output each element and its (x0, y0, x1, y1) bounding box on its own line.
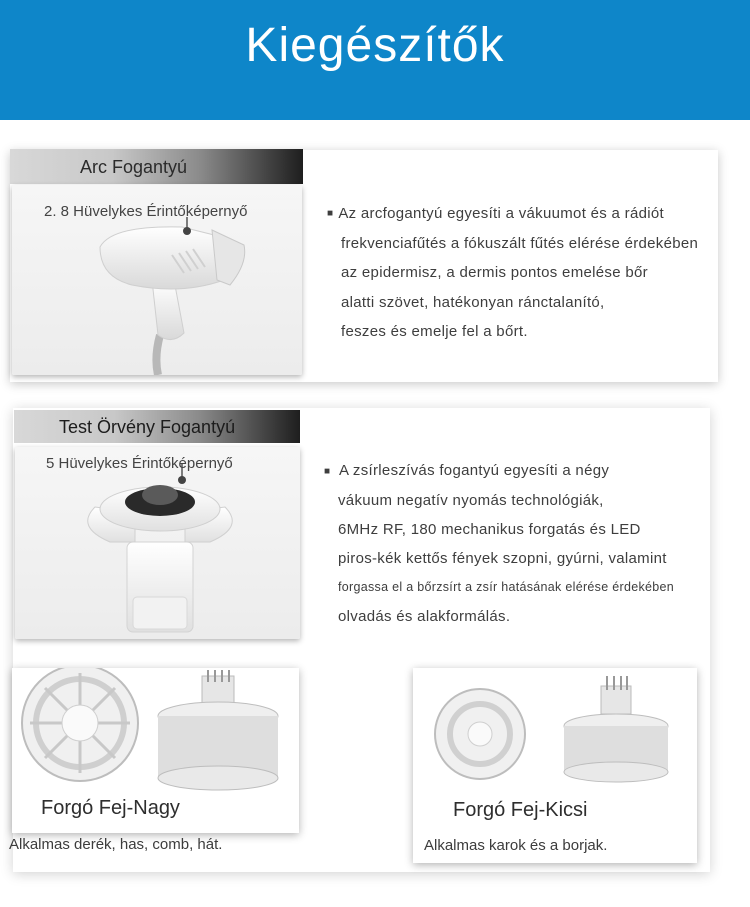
page-title: Kiegészítők (245, 19, 505, 72)
large-head-title: Forgó Fej-Nagy (41, 797, 180, 819)
body-vortex-tab (14, 410, 300, 443)
description-line: az epidermisz, a dermis pontos emelése bőr (341, 264, 648, 282)
description-line: feszes és emelje fel a bőrt. (341, 323, 528, 341)
face-handle-description (327, 199, 707, 347)
header-banner (0, 0, 750, 120)
body-vortex-description (324, 456, 704, 631)
small-head-illustration (413, 668, 697, 798)
body-vortex-tab-label: Test Örvény Fogantyú (59, 417, 236, 437)
description-line: 6MHz RF, 180 mechanikus forgatás és LED (338, 520, 641, 538)
description-line: frekvenciafűtés a fókuszált fűtés elérése érdekében (341, 234, 699, 252)
description-line: ■ Az arcfogantyú egyesíti a vákuumot és a rádiót (327, 205, 664, 222)
description-line: alatti szövet, hatékonyan ránctalanító, (341, 293, 605, 311)
body-vortex-image (15, 447, 300, 639)
small-head-title: Forgó Fej-Kicsi (453, 799, 588, 821)
small-head-card (413, 668, 697, 863)
face-handle-tab (10, 149, 303, 184)
large-head-illustration (12, 668, 299, 798)
face-handle-tab-label: Arc Fogantyú (80, 157, 188, 177)
bullet-icon: ■ (324, 465, 331, 477)
large-head-note: Alkalmas derék, has, comb, hát. (9, 836, 223, 853)
description-line: forgassa el a bőrzsírt a zsír hatásának elérése érdekében (338, 579, 675, 594)
description-line: olvadás és alakformálás. (338, 607, 511, 625)
face-handle-screen-label: 2. 8 Hüvelykes Érintőképernyő (44, 203, 248, 220)
description-line: ■ A zsírleszívás fogantyú egyesíti a négy (324, 462, 610, 479)
small-head-note: Alkalmas karok és a borjak. (424, 837, 608, 854)
bullet-icon: ■ (327, 208, 334, 220)
body-vortex-screen-label: 5 Hüvelykes Érintőképernyő (46, 455, 233, 472)
body-vortex-illustration (15, 447, 300, 639)
description-line: vákuum negatív nyomás technológiák, (338, 491, 604, 509)
description-line: piros-kék kettős fények szopni, gyúrni, valamint (338, 549, 667, 567)
